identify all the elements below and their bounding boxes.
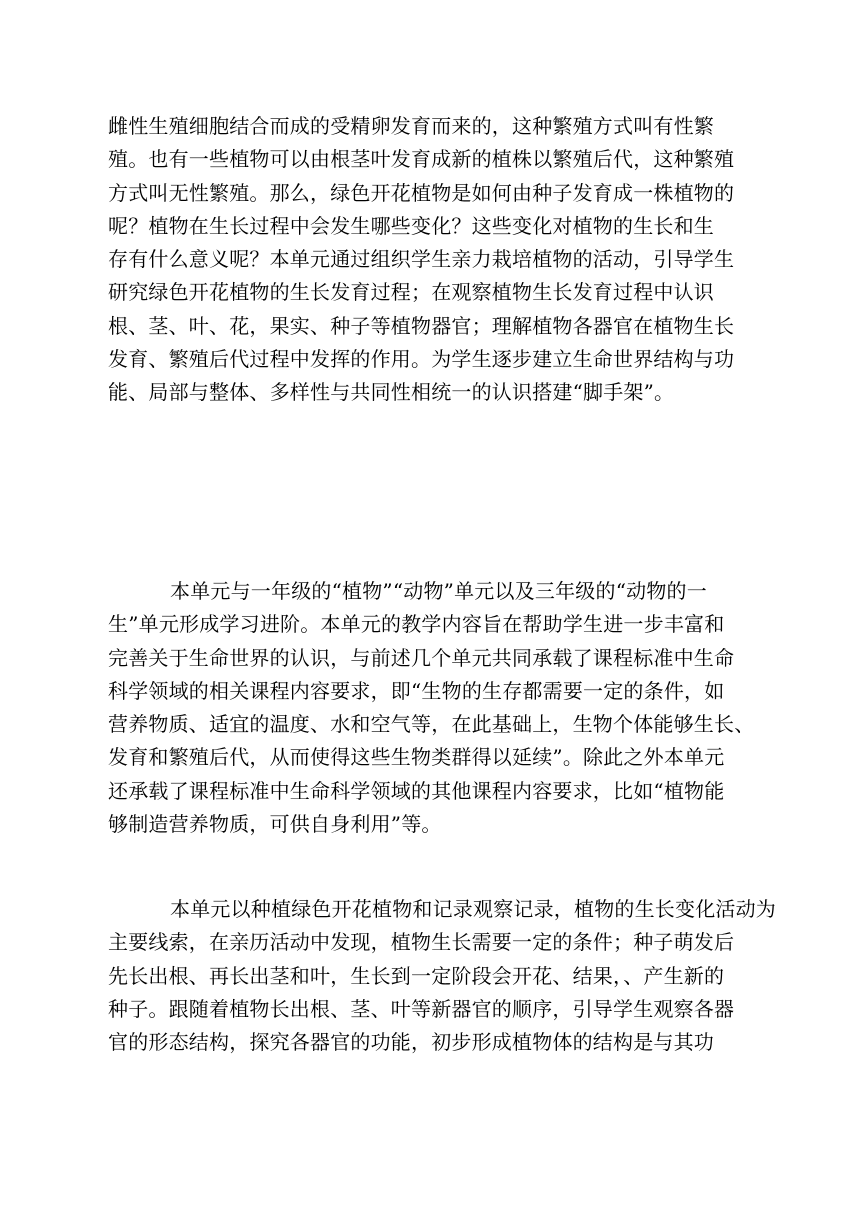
- text-line: 本单元以种植绿色开花植物和记录观察记录，植物的生长变化活动为: [170, 897, 776, 921]
- text-line: 够制造营养物质，可供自身利用”等。: [108, 812, 442, 837]
- text-line: 能、局部与整体、多样性与共同性相统一的认识搭建“脚手架”。: [108, 380, 675, 405]
- text-line: 主要线索，在亲历活动中发现，植物生长需要一定的条件；种子萌发后: [108, 930, 735, 955]
- text-line: 营养物质、适宜的温度、水和空气等，在此基础上，生物个体能够生长、: [108, 712, 755, 737]
- text-line: 研究绿色开花植物的生长发育过程；在观察植物生长发育过程中认识: [108, 280, 714, 305]
- text-line: 存有什么意义呢？本单元通过组织学生亲力栽培植物的活动，引导学生: [108, 247, 735, 272]
- text-line: 殖。也有一些植物可以由根茎叶发育成新的植株以繁殖后代，这种繁殖: [108, 147, 735, 172]
- text-line: 还承载了课程标准中生命科学领域的其他课程内容要求，比如“植物能: [108, 778, 725, 803]
- text-line: 种子。跟随着植物长出根、茎、叶等新器官的顺序，引导学生观察各器: [108, 996, 735, 1021]
- text-line: 方式叫无性繁殖。那么，绿色开花植物是如何由种子发育成一株植物的: [108, 180, 735, 205]
- text-line: 雌性生殖细胞结合而成的受精卵发育而来的，这种繁殖方式叫有性繁: [108, 114, 714, 138]
- text-line: 先长出根、再长出茎和叶，生长到一定阶段会开花、结果，、产生新的: [108, 963, 725, 988]
- paragraph-2: [108, 575, 768, 841]
- text-line: 生”单元形成学习进阶。本单元的教学内容旨在帮助学生进一步丰富和: [108, 612, 725, 637]
- text-line: 官的形态结构，探究各器官的功能，初步形成植物体的结构是与其功: [108, 1030, 714, 1055]
- paragraph-1: [108, 110, 768, 410]
- text-line: 呢？植物在生长过程中会发生哪些变化？这些变化对植物的生长和生: [108, 213, 714, 238]
- text-line: 根、茎、叶、花，果实、种子等植物器官；理解植物各器官在植物生长: [108, 313, 735, 338]
- text-line: 发育、繁殖后代过程中发挥的作用。为学生逐步建立生命世界结构与功: [108, 347, 735, 372]
- text-line: 完善关于生命世界的认识，与前述几个单元共同承载了课程标准中生命: [108, 645, 735, 670]
- paragraph-3: [108, 893, 776, 1059]
- text-line: 发育和繁殖后代，从而使得这些生物类群得以延续”。除此之外本单元: [108, 745, 725, 770]
- text-line: 科学领域的相关课程内容要求，即“生物的生存都需要一定的条件，如: [108, 678, 725, 703]
- text-line: 本单元与一年级的“植物”“动物”单元以及三年级的“动物的一: [170, 579, 707, 603]
